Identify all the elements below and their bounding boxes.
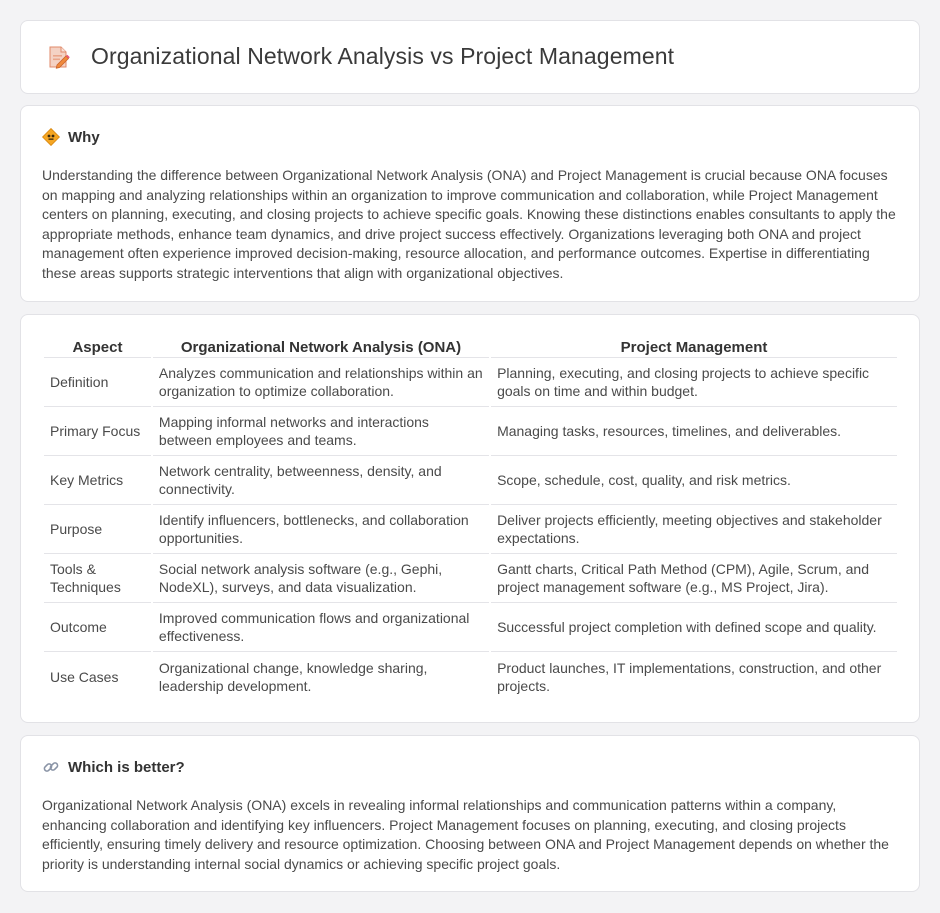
table-row (44, 456, 897, 505)
column-header-pm: Project Management (491, 335, 897, 358)
row-aspect: Outcome (44, 603, 151, 652)
row-ona-cell: Analyzes communication and relationships within an organization to optimize collaboration. (153, 358, 489, 407)
row-ona-cell: Improved communication flows and organizational effectiveness. (153, 603, 489, 652)
row-ona-cell: Organizational change, knowledge sharing, leadership development. (158, 659, 428, 694)
row-ona-cell: Social network analysis software (e.g., Gephi, NodeXL), surveys, and data visualization. (153, 554, 489, 603)
row-pm-cell: Planning, executing, and closing projects to achieve specific goals on time and within budget. (491, 358, 897, 407)
row-ona-cell: Identify influencers, bottlenecks, and collaboration opportunities. (153, 505, 489, 554)
why-title: Why (68, 128, 100, 146)
table-row (44, 554, 897, 603)
better-heading (42, 758, 185, 776)
row-ona-cell: Network centrality, betweenness, density, and connectivity. (153, 456, 489, 505)
row-pm-cell: Deliver projects efficiently, meeting objectives and stakeholder expectations. (491, 505, 897, 554)
row-aspect: Definition (44, 358, 151, 407)
page-header (45, 43, 674, 70)
document-pencil-icon (45, 44, 71, 70)
row-pm-cell: Gantt charts, Critical Path Method (CPM), Agile, Scrum, and project management software (e.g., MS Project, Jira). (491, 554, 897, 603)
comparison-table (42, 335, 899, 701)
row-aspect: Primary Focus (44, 407, 151, 456)
better-title: Which is better? (68, 758, 185, 776)
table-row (44, 358, 897, 407)
table-row (44, 652, 897, 701)
link-icon (42, 758, 60, 776)
better-body: Organizational Network Analysis (ONA) excels in revealing informal relationships and communication patterns within a company, enhancing collaboration and identifying key influencers. Project Management focuses on planning, executing, and closing projects efficiently, ensuring timely delivery and resource optimization. Choosing between ONA and Project Management depends on whether the priority is understanding internal social dynamics or achieving specific project goals. (42, 797, 889, 872)
which-is-better-section (20, 735, 920, 892)
table-header-row (44, 335, 897, 358)
column-header-ona: Organizational Network Analysis (ONA) (153, 335, 489, 358)
row-ona-cell: Mapping informal networks and interactions between employees and teams. (153, 407, 489, 456)
row-aspect: Tools & Techniques (44, 554, 151, 603)
row-pm-cell: Scope, schedule, cost, quality, and risk metrics. (491, 456, 897, 505)
why-body: Understanding the difference between Organizational Network Analysis (ONA) and Project Management is crucial because ONA focuses on mapping and analyzing relationships within an organization to improve communication and collaboration, while Project Management centers on planning, executing, and closing projects to achieve specific goals. Knowing these distinctions enables consultants to apply the appropriate methods, enhance team dynamics, and drive project success effectively. Organizations leveraging both ONA and project management often experience improved decision-making, resource allocation, and performance outcomes. Expertise in differentiating these areas supports strategic interventions that align with organizational objectives. (42, 167, 896, 281)
row-aspect: Purpose (44, 505, 151, 554)
table-row (44, 505, 897, 554)
diamond-sign-icon (42, 128, 60, 146)
why-heading (42, 128, 100, 146)
header-card (20, 20, 920, 94)
row-pm-cell: Managing tasks, resources, timelines, and deliverables. (491, 407, 897, 456)
page-title: Organizational Network Analysis vs Project Management (91, 43, 675, 69)
table-row (44, 603, 897, 652)
column-header-aspect: Aspect (44, 335, 151, 358)
row-aspect: Use Cases (50, 668, 119, 685)
row-pm-cell: Product launches, IT implementations, construction, and other projects. (497, 659, 882, 694)
comparison-section (20, 314, 920, 723)
row-pm-cell: Successful project completion with defined scope and quality. (491, 603, 897, 652)
why-section (20, 105, 920, 302)
row-aspect: Key Metrics (44, 456, 151, 505)
table-row (44, 407, 897, 456)
